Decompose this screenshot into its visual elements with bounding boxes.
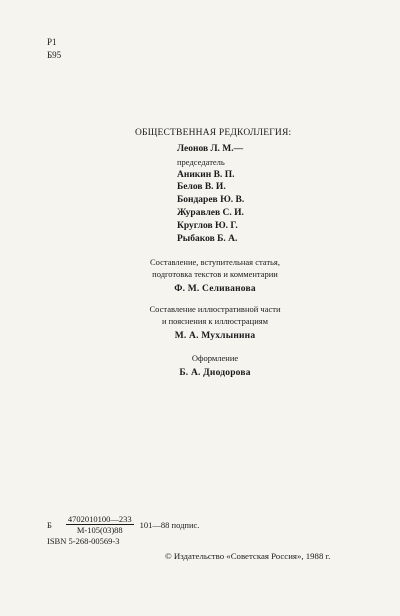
editorial-board-title: ОБЩЕСТВЕННАЯ РЕДКОЛЛЕГИЯ: bbox=[135, 128, 292, 138]
credit-line: Составление, вступительная статья, bbox=[150, 257, 280, 267]
board-chair-role: председатель bbox=[177, 156, 225, 167]
board-chair: Леонов Л. М.— bbox=[177, 144, 244, 154]
classification-code: Р1 bbox=[47, 37, 57, 47]
catalog-fraction bbox=[66, 514, 134, 535]
isbn: ISBN 5-268-00569-3 bbox=[47, 536, 120, 546]
credit-person: Ф. М. Селиванова bbox=[174, 284, 256, 294]
copyright-notice: © Издательство «Советская Россия», 1988 г. bbox=[165, 551, 331, 561]
catalog-index bbox=[47, 514, 199, 535]
credit-person: М. А. Мухлынина bbox=[174, 331, 256, 341]
board-member: Бондарев Ю. В. bbox=[177, 195, 245, 206]
catalog-numerator: 4702010100—233 bbox=[67, 514, 132, 524]
board-member: Рыбаков Б. А. bbox=[177, 233, 238, 244]
credit-line: Составление иллюстративной части bbox=[149, 304, 281, 314]
credit-line: и пояснения к иллюстрациям bbox=[161, 316, 269, 326]
catalog-letter: Б bbox=[47, 519, 52, 530]
catalog-suffix: 101—88 подпис. bbox=[139, 519, 200, 530]
board-member: Круглов Ю. Г. bbox=[177, 220, 238, 231]
compilation-credit bbox=[110, 256, 320, 295]
board-member: Белов В. И. bbox=[177, 182, 226, 193]
publication-imprint bbox=[47, 514, 199, 547]
credit-line: подготовка текстов и комментарии bbox=[152, 269, 278, 279]
illustration-credit bbox=[110, 303, 320, 342]
credit-line: Оформление bbox=[191, 353, 239, 363]
board-member: Аникин В. П. bbox=[177, 169, 235, 180]
library-classification bbox=[47, 36, 61, 62]
catalog-denominator: М-105(03)88 bbox=[76, 525, 123, 535]
editorial-board-list bbox=[177, 143, 244, 245]
credit-person: Б. А. Диодорова bbox=[179, 368, 251, 378]
board-member: Журавлев С. И. bbox=[177, 207, 244, 218]
author-mark: Б95 bbox=[47, 50, 62, 60]
design-credit bbox=[110, 352, 320, 379]
